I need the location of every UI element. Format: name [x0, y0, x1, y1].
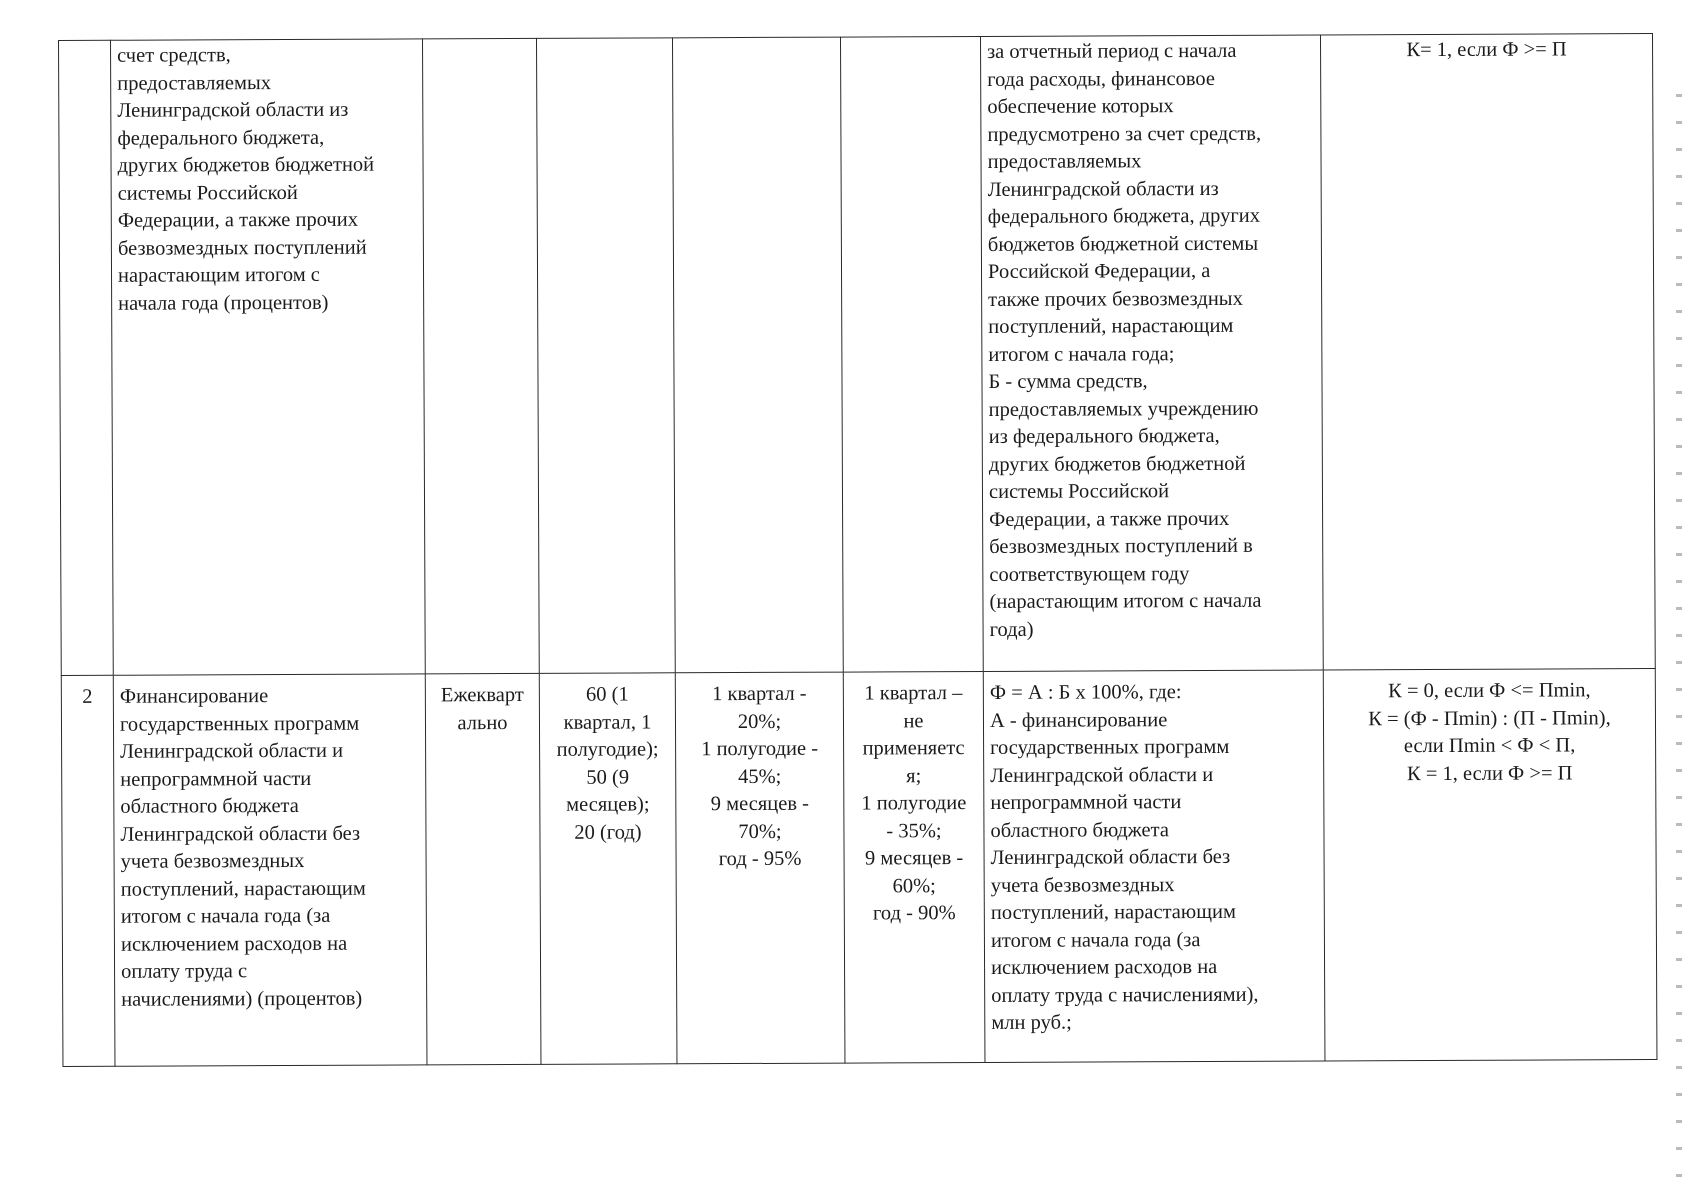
row-number-cell — [59, 40, 114, 675]
indicators-table — [58, 33, 1657, 1067]
table-row — [59, 34, 1656, 676]
indicator-name-cell: Финансирование государственных программ Ленинградской области и непрограммной части областного бюджета Ленинградской области без учета безвозмездных поступлений, нарастающим итогом с начала года (за исключением расходов на оплату труда с начислениями) (процентов) — [113, 674, 427, 1066]
plan-min-cell — [840, 36, 983, 672]
table-row — [61, 669, 1657, 1067]
formula-cell: за отчетный период с начала года расходы, финансовое обеспечение которых предусмотрено за счет средств, предоставляемых Ленинградской области из федерального бюджета, других бюджетов бюджетной системы Российской Федерации, а также прочих безвозмездных поступлений, нарастающим итогом с начала года; Б - сумма средств, предоставляемых учреждению из федерального бюджета, других бюджетов бюджетной системы Российской Федерации, а также прочих безвозмездных поступлений в соответствующем году (нарастающим итогом с начала года) — [980, 35, 1323, 671]
formula-cell: Ф = А : Б x 100%, где: А - финансирование государственных программ Ленинградской области и непрограммной части областного бюджета Ленинградской области без учета безвозмездных поступлений, нарастающим итогом с начала года (за исключением расходов на оплату труда с начислениями), млн руб.; — [983, 670, 1325, 1062]
plan-value-cell: 1 квартал - 20%; 1 полугодие - 45%; 9 месяцев - 70%; год - 95% — [675, 672, 845, 1064]
periodicity-cell: Ежекварт ально — [425, 673, 541, 1064]
periodicity-cell — [422, 38, 539, 673]
plan-value-cell — [672, 37, 843, 673]
weight-cell: 60 (1 квартал, 1 полугодие); 50 (9 месяцев); 20 (год) — [539, 673, 677, 1065]
scan-edge-artifact — [1676, 70, 1682, 1190]
coefficient-cell: К = 0, если Ф <= Пmin, К = (Ф - Пmin) : (П - Пmin), если Пmin < Ф < П, К = 1, если Ф >= П — [1323, 669, 1657, 1061]
indicator-name-cell: счет средств, предоставляемых Ленинградской области из федерального бюджета, других бюджетов бюджетной системы Российской Федерации, а также прочих безвозмездных поступлений нарастающим итогом с начала года (процентов) — [111, 39, 426, 675]
coefficient-cell: К= 1, если Ф >= П — [1320, 34, 1655, 670]
plan-min-cell: 1 квартал – не применяетс я; 1 полугодие - 35%; 9 месяцев - 60%; год - 90% — [843, 671, 985, 1063]
row-number-cell: 2 — [61, 675, 115, 1066]
weight-cell — [536, 38, 675, 674]
